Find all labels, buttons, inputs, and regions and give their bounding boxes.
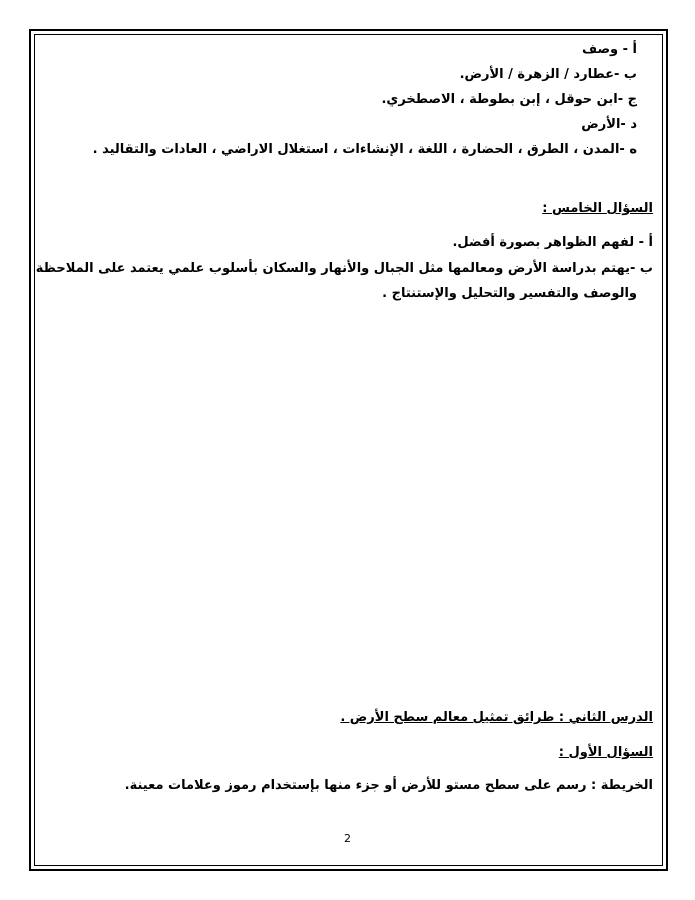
q5-answer-line-a: أ - لفهم الظواهر بصورة أفضل. xyxy=(452,235,653,250)
answer-line-c: ج -ابن حوقل ، إبن بطوطة ، الاصطخري. xyxy=(381,92,637,107)
question-one-heading: السؤال الأول : xyxy=(558,745,653,760)
question-five-heading: السؤال الخامس : xyxy=(542,201,653,216)
page-number: 2 xyxy=(344,832,351,845)
answer-line-a: أ - وصف xyxy=(581,42,637,57)
answer-line-b: ب -عطارد / الزهرة / الأرض. xyxy=(459,67,637,82)
answer-line-e: ه -المدن ، الطرق ، الحضارة ، اللغة ، الإنشاءات ، استغلال الاراضي ، العادات والتقاليد . xyxy=(92,142,637,157)
q5-answer-line-b: ب -يهتم بدراسة الأرض ومعالمها مثل الجبال والأنهار والسكان بأسلوب علمي يعتمد على الملاحظة xyxy=(35,261,653,276)
page-border-inner xyxy=(34,34,663,866)
lesson-two-title: الدرس الثاني : طرائق تمثيل معالم سطح الأرض . xyxy=(340,710,653,725)
q5-answer-line-b-cont: والوصف والتفسير والتحليل والإستنتاج . xyxy=(382,286,637,301)
answer-line-d: د -الأرض xyxy=(581,117,637,132)
map-definition: الخريطة : رسم على سطح مستو للأرض أو جزء منها بإستخدام رموز وعلامات معينة. xyxy=(124,778,653,793)
